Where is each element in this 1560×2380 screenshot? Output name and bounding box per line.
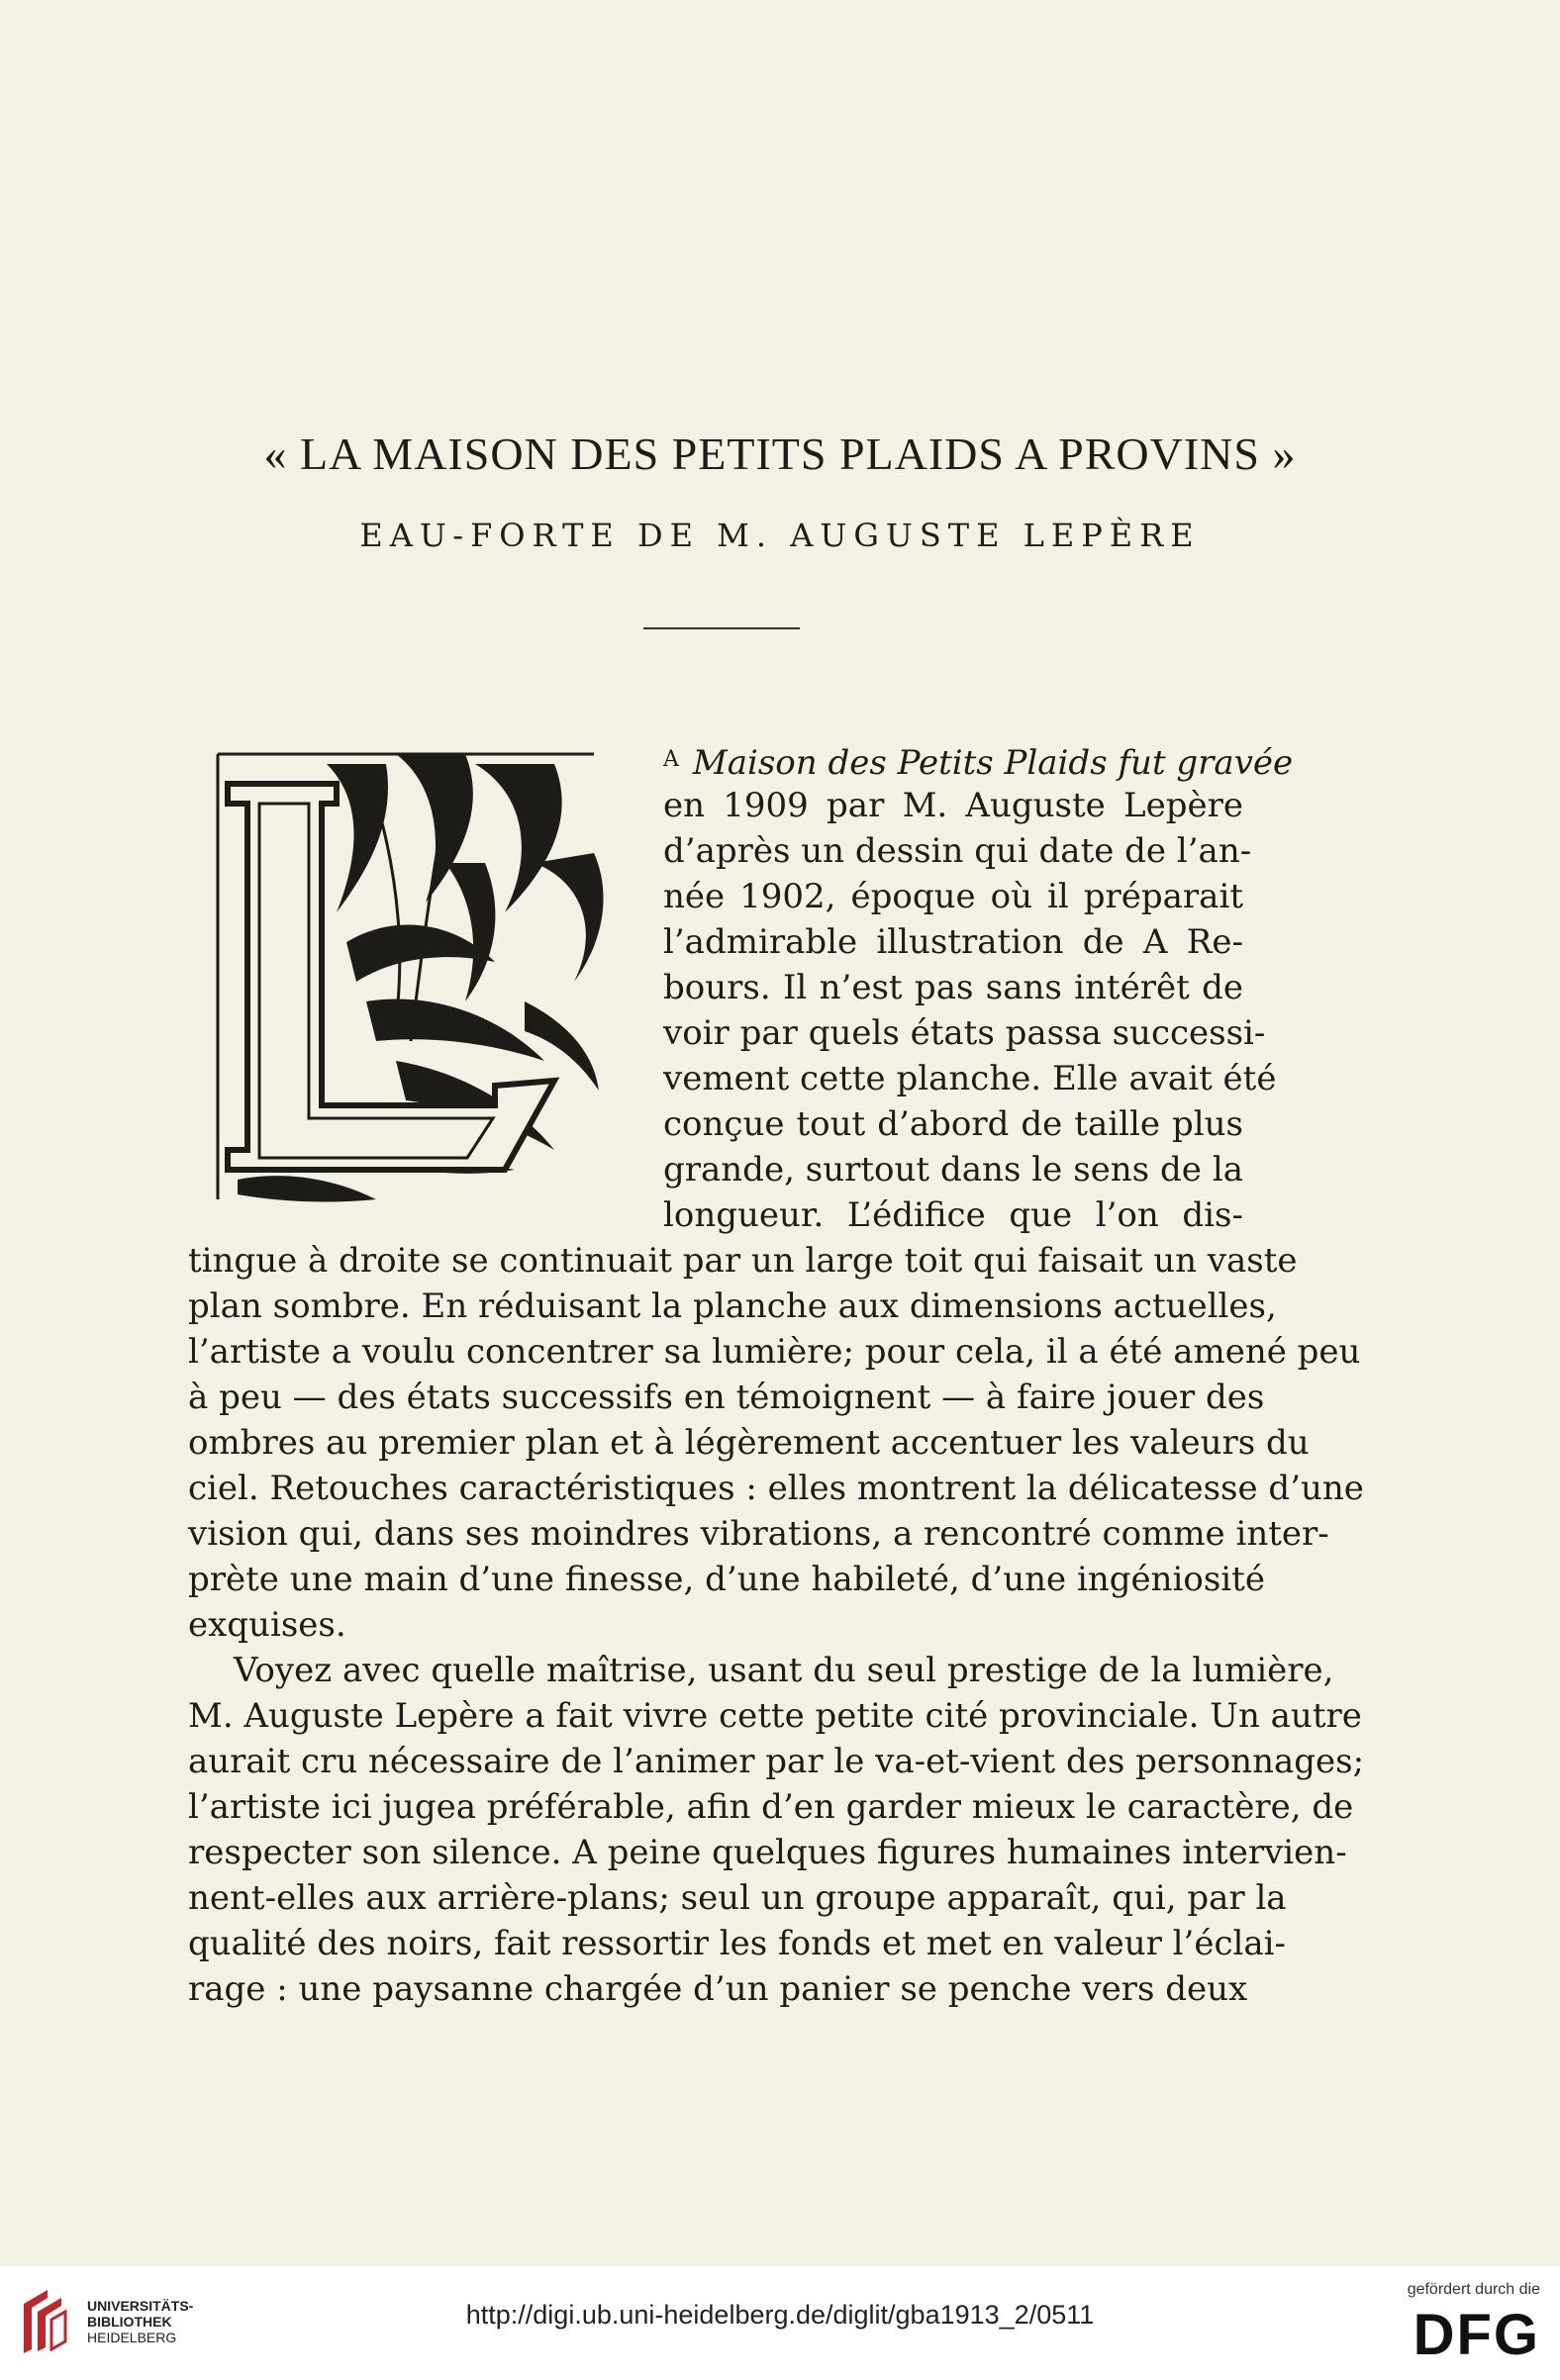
body-line-18: vision qui, dans ses moindres vibrations, a rencontré comme inter-	[188, 1514, 1329, 1554]
body-line-16: ombres au premier plan et à légèrement accentuer les valeurs du	[188, 1423, 1310, 1463]
body-line-22: M. Auguste Lepère a fait vivre cette petite cité provinciale. Un autre	[188, 1696, 1362, 1736]
body-line-21: Voyez avec quelle maîtrise, usant du seul prestige de la lumière,	[234, 1651, 1334, 1690]
body-line-11: longueur. L’édifice que l’on dis-	[663, 1195, 1243, 1235]
body-line-27: qualité des noirs, fait ressortir les fonds et met en valeur l’éclai-	[188, 1924, 1287, 1963]
body-line-12: tingue à droite se continuait par un large toit qui faisait un vaste	[188, 1241, 1298, 1281]
body-line-15: à peu — des états successifs en témoignent — à faire jouer des	[188, 1378, 1265, 1417]
body-line-24: l’artiste ici jugea préférable, afin d’en garder mieux le caractère, de	[188, 1787, 1354, 1827]
drop-cap-ornament	[198, 744, 612, 1209]
body-line-7: voir par quels états passa successi-	[663, 1013, 1266, 1053]
body-line-2: en 1909 par M. Auguste Lepère	[663, 786, 1243, 825]
body-line-5: l’admirable illustration de A Re-	[663, 922, 1243, 962]
body-line-13: plan sombre. En réduisant la planche aux dimensions actuelles,	[188, 1286, 1277, 1326]
library-name[interactable]: UNIVERSITÄTS- BIBLIOTHEK HEIDELBERG	[87, 2298, 194, 2345]
body-line-19: prète une main d’une finesse, d’une habileté, d’une ingéniosité	[188, 1560, 1265, 1599]
body-line-20: exquises.	[188, 1605, 346, 1645]
body-line-28: rage : une paysanne chargée d’un panier se penche vers deux	[188, 1969, 1248, 2009]
lead-letter: A	[663, 747, 679, 772]
body-line-1: $^A$ Maison des Petits Plaids fut gravée	[663, 743, 1294, 783]
body-line-26: nent-elles aux arrière-plans; seul un groupe apparaît, qui, par la	[188, 1878, 1287, 1918]
article-title: « LA MAISON DES PETITS PLAIDS A PROVINS »	[263, 428, 1297, 479]
title-divider	[643, 627, 800, 629]
body-line-3: d’après un dessin qui date de l’an-	[663, 831, 1252, 871]
body-line-17: ciel. Retouches caractéristiques : elles montrent la délicatesse d’une	[188, 1469, 1364, 1508]
body-line-23: aurait cru nécessaire de l’animer par le va-et-vient des personnages;	[188, 1742, 1365, 1781]
body-line-25: respecter son silence. A peine quelques figures humaines intervien-	[188, 1833, 1347, 1872]
body-line-10: grande, surtout dans le sens de la	[663, 1150, 1243, 1190]
body-line-9: conçue tout d’abord de taille plus	[663, 1104, 1243, 1144]
article-subtitle: EAU-FORTE DE M. AUGUSTE LEPÈRE	[359, 517, 1201, 554]
dfg-logo[interactable]: DFG	[1413, 2303, 1540, 2367]
permalink-url[interactable]: http://digi.ub.uni-heidelberg.de/diglit/gba1913_2/0511	[465, 2300, 1095, 2330]
body-line-14: l’artiste a voulu concentrer sa lumière; pour cela, il a été amené peu	[188, 1332, 1361, 1372]
body-line-6: bours. Il n’est pas sans intérêt de	[663, 968, 1243, 1007]
funding-caption: gefördert durch die	[1407, 2281, 1540, 2298]
body-line-4: née 1902, époque où il préparait	[663, 877, 1243, 916]
body-line-8: vement cette planche. Elle avait été	[663, 1059, 1277, 1098]
